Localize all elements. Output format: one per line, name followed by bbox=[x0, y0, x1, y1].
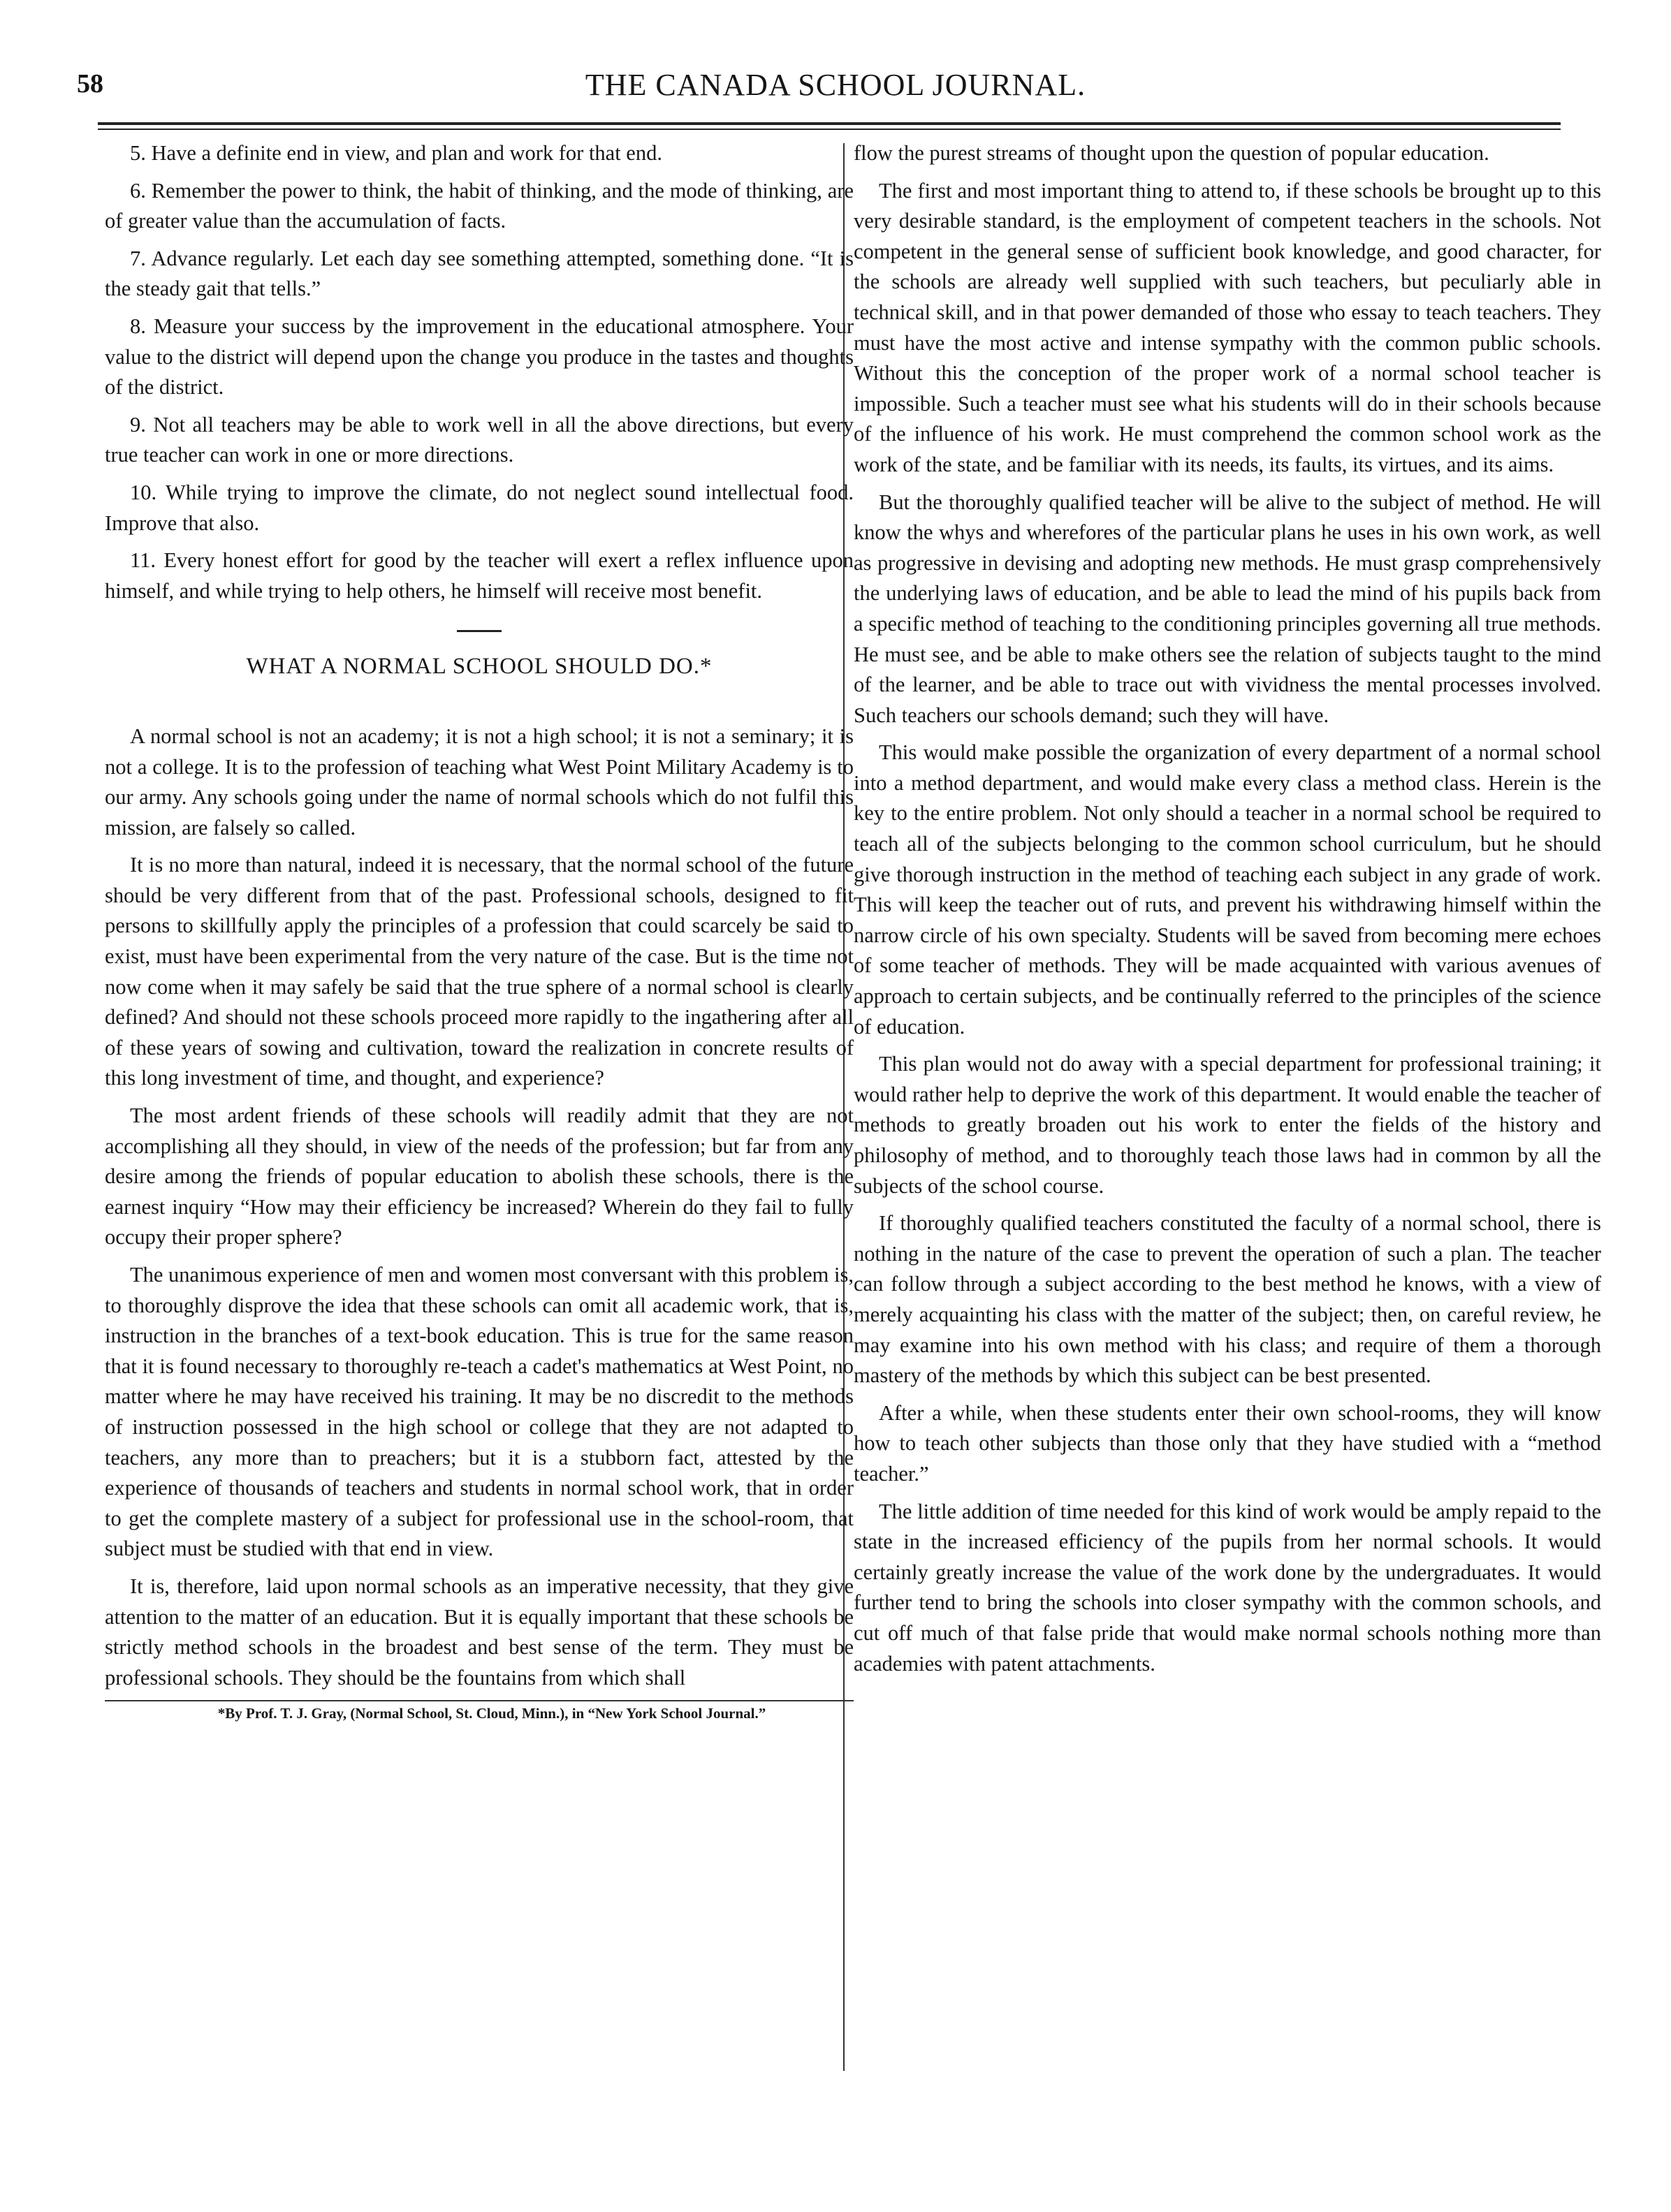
list-item: 5. Have a definite end in view, and plan and work for that end. bbox=[130, 141, 662, 165]
footnote: *By Prof. T. J. Gray, (Normal School, St. Cloud, Minn.), in “New York School Journal.” bbox=[217, 1705, 766, 1722]
list-item: 11. Every honest effort for good by the teacher will exert a reflex influence upon himself, and while trying to help others, he himself will receive most benefit. bbox=[105, 548, 854, 603]
header-rule-thick bbox=[98, 122, 1561, 125]
article-paragraph: It is, therefore, laid upon normal schools as an imperative necessity, that they give attention to the matter of an education. But it is equally important that these schools be strictly method schools in the broadest and best sense of the term. They must be professional schools. They should be the fountains from which shall bbox=[105, 1574, 854, 1690]
article-paragraph: flow the purest streams of thought upon the question of popular education. bbox=[854, 141, 1489, 165]
list-item: 7. Advance regularly. Let each day see something attempted, something done. “It is the steady gait that tells.” bbox=[105, 246, 854, 301]
article-paragraph: The first and most important thing to attend to, if these schools be brought up to this very desirable standard, is the employment of competent teachers in the schools. Not competent in the general sense of sufficient book knowledge, and good character, for the schools are already well supplied with such teachers, but peculiarly able in technical skill, and in that power demanded of those who essay to teach teachers. They must have the most active and intense sympathy with the common public schools. Without this the conception of the proper work of a normal school teacher is impossible. Such a teacher must see what his students will do in their schools because of the influence of his work. He must comprehend the common school work as the work of the state, and be familiar with its needs, its faults, its virtues, and its aims. bbox=[854, 178, 1601, 476]
page-number: 58 bbox=[77, 69, 103, 98]
article-paragraph: The unanimous experience of men and women most conversant with this problem is, to thoroughly disprove the idea that these schools can omit all academic work, that is, instruction in the branches of a text-book education. This is true for the same reason that it is found necessary to thoroughly re-teach a cadet's mathematics at West Point, no matter where he may have received his training. It may be no discredit to the methods of instruction possessed in the high school or college that they are not adapted to teachers, any more than to preachers; but it is a stubborn fact, attested by the experience of thousands of teachers and students in normal school work, that in order to get the complete mastery of a subject for professional use in the school-room, that subject must be studied with that end in view. bbox=[105, 1263, 854, 1561]
article-paragraph: This plan would not do away with a special department for professional training; it would rather help to deprive the work of this department. It would enable the teacher of methods to greatly broaden out his work to enter the fields of the history and philosophy of method, and to thoroughly teach those laws had in common by all the subjects of the school course. bbox=[854, 1052, 1601, 1198]
footnote-rule bbox=[105, 1700, 854, 1701]
article-paragraph: The little addition of time needed for this kind of work would be amply repaid to the state in the increased efficiency of the pupils from her normal schools. It would certainly greatly increase the value of the work done by the undergraduates. It would further tend to bring the schools into closer sympathy with the common schools, and cut off much of that false pride that would make normal schools nothing more than academies with patent attachments. bbox=[854, 1499, 1601, 1676]
left-column bbox=[105, 138, 854, 1729]
list-item: 10. While trying to improve the climate, do not neglect sound intellectual food. Improve that also. bbox=[105, 480, 854, 535]
journal-title: THE CANADA SCHOOL JOURNAL. bbox=[585, 68, 1086, 102]
article-paragraph: A normal school is not an academy; it is not a high school; it is not a seminary; it is not a college. It is to the profession of teaching what West Point Military Academy is to our army. Any schools going under the name of normal schools which do not fulfil this mission, are falsely so called. bbox=[105, 724, 854, 840]
list-item: 6. Remember the power to think, the habit of thinking, and the mode of thinking, are of greater value than the accumulation of facts. bbox=[105, 178, 854, 233]
article-paragraph: This would make possible the organization of every department of a normal school into a method department, and would make every class a method class. Herein is the key to the entire problem. Not only should a teacher in a normal school be required to teach all of the subjects belonging to the common school curriculum, but he should give thorough instruction in the method of teaching each subject in any grade of work. This will keep the teacher out of ruts, and prevent his withdrawing himself within the narrow circle of his own specialty. Students will be saved from becoming mere echoes of some teacher of methods. They will be made acquainted with various avenues of approach to certain subjects, and be continually referred to the principles of the science of education. bbox=[854, 740, 1601, 1039]
section-divider bbox=[457, 630, 502, 632]
article-paragraph: The most ardent friends of these schools will readily admit that they are not accomplishing all they should, in view of the needs of the profession; but far from any desire among the friends of popular education to abolish these schools, there is the earnest inquiry “How may their efficiency be increased? Wherein do they fail to fully occupy their proper sphere? bbox=[105, 1104, 854, 1250]
article-paragraph: But the thoroughly qualified teacher will be alive to the subject of method. He will know the whys and wherefores of the particular plans he uses in his own work, as well as progressive in devising and adopting new methods. He must grasp comprehensively the underlying laws of education, and be able to lead the mind of his pupils back from a specific method of teaching to the conditioning principles governing all true methods. He must see, and be able to make others see the relation of subjects taught to the mind of the learner, and be able to trace out with vividness the mental processes involved. Such teachers our schools demand; such they will have. bbox=[854, 490, 1601, 727]
article-paragraph: It is no more than natural, indeed it is necessary, that the normal school of the future should be very different from that of the past. Professional schools, designed to fit persons to skillfully apply the principles of a profession that could scarcely be said to exist, must have been experimental from the very nature of the case. But is the time not now come when it may safely be said that the true sphere of a normal school is clearly defined? And should not these schools proceed more rapidly to the ingathering after all of these years of sowing and cultivation, toward the realization in concrete results of this long investment of time, and thought, and experience? bbox=[105, 853, 854, 1090]
article-paragraph: If thoroughly qualified teachers constituted the faculty of a normal school, there is nothing in the nature of the case to prevent the operation of such a plan. The teacher can follow through a subject according to the best method he knows, with a view of merely acquainting his class with the matter of the subject; then, on careful review, he may examine into his own method with his class; and require of them a thorough mastery of the methods by which this subject can be best presented. bbox=[854, 1211, 1601, 1388]
article-paragraph: After a while, when these students enter their own school-rooms, they will know how to teach other subjects than those only that they have studied with a “method teacher.” bbox=[854, 1400, 1601, 1486]
article-title: WHAT A NORMAL SCHOOL SHOULD DO.* bbox=[246, 654, 713, 680]
list-item: 8. Measure your success by the improvement in the educational atmosphere. Your value to the district will depend upon the change you produce in the tastes and thoughts of the district. bbox=[105, 314, 854, 400]
right-column bbox=[854, 138, 1601, 1686]
list-item: 9. Not all teachers may be able to work well in all the above directions, but every true teacher can work in one or more directions. bbox=[105, 412, 854, 467]
header-rule-thin bbox=[98, 129, 1561, 130]
